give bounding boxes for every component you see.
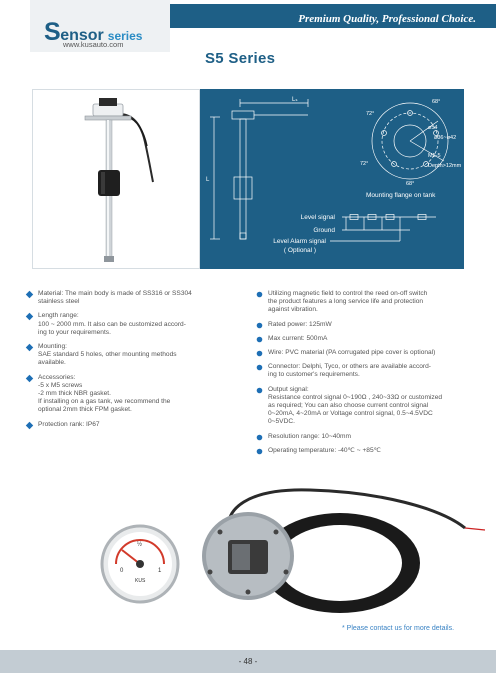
dot-bullet-icon: [257, 365, 263, 371]
dot-bullet-icon: [257, 449, 263, 455]
hole-dimension: ø54: [428, 125, 438, 131]
level-signal-label: Level signal: [300, 214, 335, 221]
length-short-label: Lₛ: [292, 97, 298, 103]
brand-initial: S: [44, 18, 61, 46]
specs-left-list: [26, 290, 226, 435]
page-header: [0, 0, 496, 72]
brand-url: www.kusauto.com: [63, 40, 124, 49]
technical-drawing: [200, 89, 464, 269]
angle-bottom-left: 72°: [360, 161, 369, 167]
screw-dimension: M5-5: [428, 153, 441, 159]
diamond-bullet-icon: [26, 313, 33, 320]
spec-item: Connector: Delphi, Tyco, or others are available accord- ing to customer's requirements.: [256, 363, 472, 379]
ground-label: Ground: [313, 227, 335, 234]
page-number: - 48 -: [238, 657, 258, 666]
product-photo: [80, 468, 490, 618]
diamond-bullet-icon: [26, 374, 33, 381]
page-title: S5 Series: [205, 50, 276, 67]
spec-item: Operating temperature: -40℃ ~ +85℃: [256, 447, 472, 455]
specs-right-list: [256, 290, 472, 461]
gauge-full-label: 1: [158, 568, 162, 574]
optional-label: ( Optional ): [283, 247, 317, 254]
gauge-empty-label: 0: [120, 568, 124, 574]
dot-bullet-icon: [257, 337, 263, 343]
diamond-bullet-icon: [26, 421, 33, 428]
brand-series: series: [107, 29, 143, 43]
spec-item: Mounting: SAE standard 5 holes, other mounting methods available.: [26, 343, 226, 368]
sensor-photo: [32, 89, 200, 269]
diamond-bullet-icon: [26, 344, 33, 351]
alarm-signal-label: Level Alarm signal: [273, 238, 326, 245]
contact-note: * Please contact us for more details.: [342, 625, 455, 632]
angle-top-left: 72°: [366, 111, 375, 117]
spec-item: Protection rank: IP67: [26, 421, 226, 429]
page-footer: [0, 650, 496, 673]
angle-bottom: 68°: [406, 181, 415, 187]
spec-item: Wire: PVC material (PA corrugated pipe cover is optional): [256, 349, 472, 357]
tagline: Premium Quality, Professional Choice.: [298, 13, 476, 25]
diamond-bullet-icon: [26, 291, 33, 298]
header-band: [170, 4, 496, 28]
depth-dimension: Depth>12mm: [428, 163, 462, 169]
spec-item: Utilizing magnetic field to control the reed on-off switch the product features a long service life and protection against vibration.: [256, 290, 472, 315]
spec-item: Accessories: -5 x M5 screws -2 mm thick NBR gasket. If installing on a gas tank, we recommend the optional 2mm thick FPM gasket.: [26, 374, 226, 415]
dot-bullet-icon: [257, 351, 263, 357]
gauge-brand: KUS: [135, 578, 146, 584]
dot-bullet-icon: [257, 387, 263, 393]
spec-item: Length range: 100 ~ 2000 mm. It also can be customized accord- ing to your requirements.: [26, 312, 226, 337]
gauge-half-label: ½: [137, 542, 143, 548]
length-label: L: [206, 177, 210, 183]
spec-item: Output signal: Resistance control signal 0~190Ω , 240~33Ω or customized as required; You can also choose current control signal 0~20mA, 4~20mA or Voltage control signal, 0.5~4.5VDC 0~5VDC.: [256, 386, 472, 427]
angle-top-right: 68°: [432, 99, 441, 105]
spec-item: Resolution range: 10~40mm: [256, 433, 472, 441]
circle-dimension: ø36~ø42: [434, 135, 457, 141]
dot-bullet-icon: [257, 292, 263, 298]
spec-item: Material: The main body is made of SS316 or SS304 stainless steel: [26, 290, 226, 306]
spec-item: Rated power: 125mW: [256, 321, 472, 329]
spec-item: Max current: 500mA: [256, 335, 472, 343]
hero-panel: [32, 89, 464, 269]
brand-name: ensor: [60, 27, 104, 44]
flange-caption: Mounting flange on tank: [366, 192, 436, 199]
dot-bullet-icon: [257, 322, 263, 328]
dot-bullet-icon: [257, 434, 263, 440]
